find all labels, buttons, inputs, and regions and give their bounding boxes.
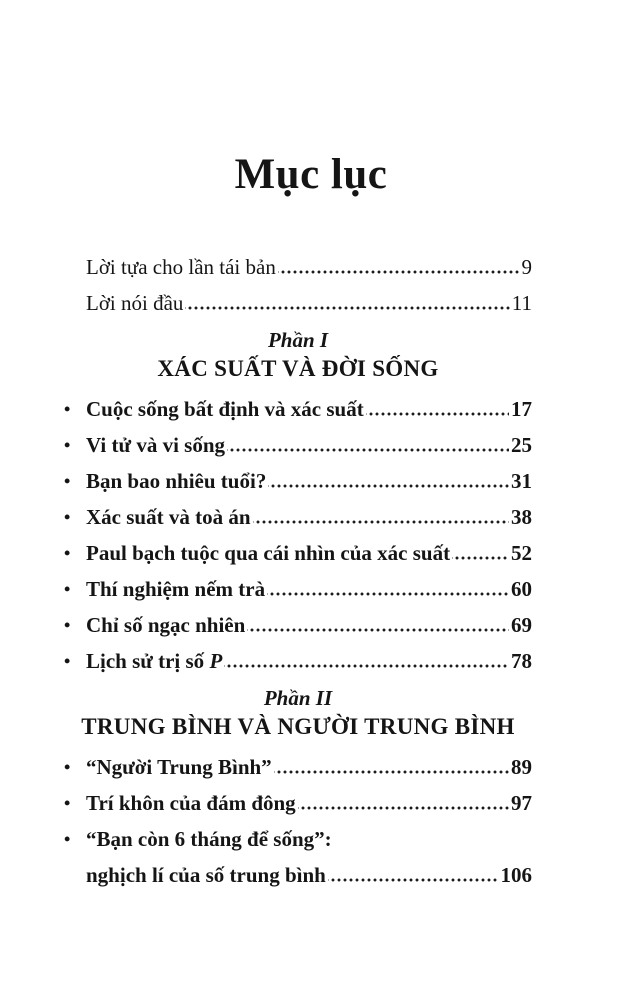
bullet-icon: • [64,615,71,635]
bullet-icon: • [64,579,71,599]
bullet-icon: • [64,471,71,491]
toc-entry-label: Cuộc sống bất định và xác suất [86,397,364,421]
toc-entry [64,397,532,421]
toc-entry-label [86,649,222,673]
toc-entry-page: 69 [511,613,532,637]
bullet-icon: • [64,399,71,419]
toc-entry-page: 97 [511,791,532,815]
toc-entry-continuation [64,863,532,887]
toc-entry [64,291,532,315]
part-label: Phần I [267,328,329,352]
toc-entry-page: 52 [511,541,532,565]
toc-entry-label: Vi tử và vi sống [86,433,226,457]
toc-entry [64,469,532,493]
toc-entry-page: 11 [511,291,532,315]
toc-entry-label-line2: nghịch lí của số trung bình [86,863,326,887]
toc-entry-label: Xác suất và toà án [86,505,251,529]
bullet-icon: • [64,435,71,455]
toc-entry-page: 106 [500,863,532,887]
dot-leader [278,255,520,279]
toc-entry-label: “Người Trung Bình” [86,755,272,779]
bullet-icon: • [64,829,71,849]
toc-entry-page: 89 [511,755,532,779]
dot-leader [298,791,509,815]
dot-leader [185,291,509,315]
part-title: TRUNG BÌNH VÀ NGƯỜI TRUNG BÌNH [81,714,515,739]
toc-entry-page: 17 [511,397,532,421]
part-title: XÁC SUẤT VÀ ĐỜI SỐNG [157,356,439,381]
dot-leader [224,649,509,673]
dot-leader [253,505,509,529]
bullet-icon: • [64,757,71,777]
table-of-contents [64,255,532,887]
toc-entry [64,827,532,851]
dot-leader [328,863,499,887]
toc-entry [64,649,532,673]
bullet-spacer [64,291,86,315]
dot-leader [452,541,509,565]
toc-entry-page: 60 [511,577,532,601]
dot-leader [227,433,509,457]
dot-leader [366,397,509,421]
toc-entry-page: 25 [511,433,532,457]
bullet-icon: • [64,507,71,527]
toc-entry-page: 78 [511,649,532,673]
toc-entry [64,541,532,565]
toc-entry-label: Bạn bao nhiêu tuổi? [86,469,267,493]
bullet-icon: • [64,793,71,813]
toc-entry-label: “Bạn còn 6 tháng để sống”: [86,827,332,851]
toc-entry-label: Thí nghiệm nếm trà [86,577,266,601]
toc-entry-page: 31 [511,469,532,493]
toc-entry-label-text: Lịch sử trị số [86,649,210,673]
toc-entry-page: 38 [511,505,532,529]
part-label: Phần II [263,686,333,710]
toc-entry [64,613,532,637]
page-title: Mục lục [234,151,388,198]
dot-leader [247,613,509,637]
dot-leader [274,755,509,779]
dot-leader [267,577,509,601]
dot-leader [268,469,509,493]
toc-entry [64,505,532,529]
bullet-spacer [64,255,86,279]
toc-entry-label-variable: P [209,649,223,673]
toc-entry [64,791,532,815]
toc-entry [64,433,532,457]
toc-entry-label: Lời tựa cho lần tái bản [86,255,276,279]
bullet-icon: • [64,651,71,671]
bullet-spacer [64,863,86,887]
toc-entry [64,755,532,779]
toc-entry [64,255,532,279]
bullet-icon: • [64,543,71,563]
toc-entry-label: Chỉ số ngạc nhiên [86,613,246,637]
toc-entry-label: Lời nói đầu [86,291,184,315]
toc-entry-label: Paul bạch tuộc qua cái nhìn của xác suất [86,541,451,565]
toc-entry [64,577,532,601]
toc-entry-page: 9 [521,255,532,279]
toc-entry-label: Trí khôn của đám đông [86,791,296,815]
